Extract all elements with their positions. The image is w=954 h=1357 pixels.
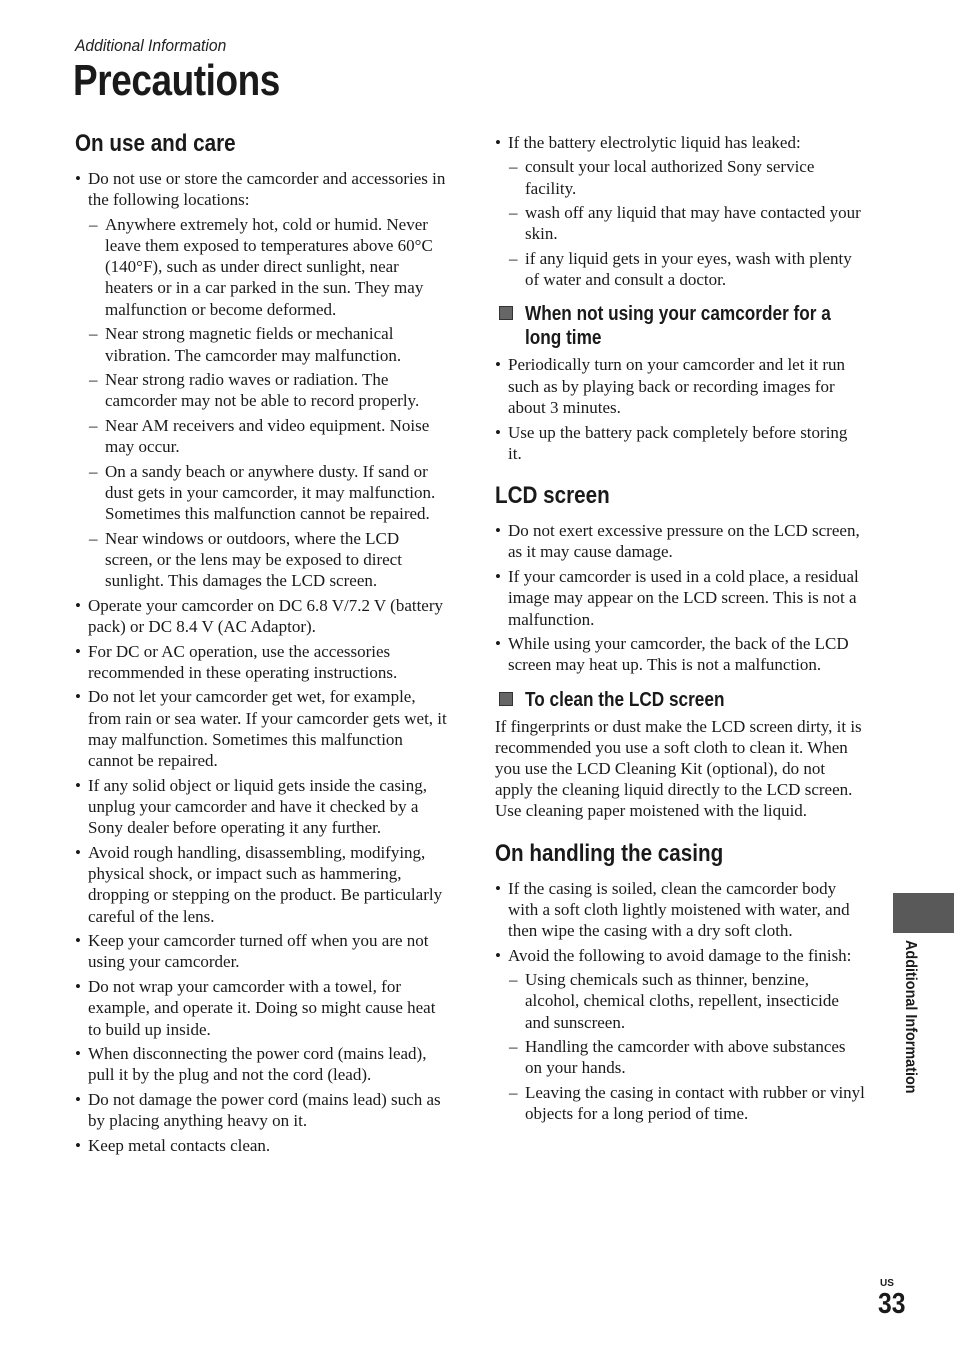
list-item: • Do not let your camcorder get wet, for example, from rain or sea water. If your camcorder gets wet, it may malfunction. Sometimes this malfunction cannot be repaired.	[75, 686, 447, 771]
casing-sublist	[508, 969, 865, 1124]
square-bullet-icon	[499, 692, 513, 706]
list-item: • Keep your camcorder turned off when you are not using your camcorder.	[75, 930, 447, 973]
side-tab-text: Additional Information	[902, 940, 919, 1094]
sublist-item: – wash off any liquid that may have contacted your skin.	[508, 202, 865, 245]
list-item: • Operate your camcorder on DC 6.8 V/7.2 V (battery pack) or DC 8.4 V (AC Adaptor).	[75, 595, 447, 638]
square-bullet-icon	[499, 306, 513, 320]
sublist-item: – if any liquid gets in your eyes, wash with plenty of water and consult a doctor.	[508, 248, 865, 291]
list-item: • Do not exert excessive pressure on the LCD screen, as it may cause damage.	[495, 520, 865, 563]
list-item: • Use up the battery pack completely before storing it.	[495, 422, 865, 465]
battery-sublist	[508, 156, 865, 290]
sublist-item: – Near strong magnetic fields or mechanical vibration. The camcorder may malfunction.	[88, 323, 447, 366]
list-item: • If your camcorder is used in a cold place, a residual image may appear on the LCD screen. This is not a malfunction.	[495, 566, 865, 630]
list-item	[495, 945, 865, 1125]
side-tab-marker	[893, 893, 954, 933]
side-tab-label	[897, 940, 921, 1140]
list-item: • If the casing is soiled, clean the camcorder body with a soft cloth lightly moistened with water, and then wipe the casing with a dry soft cloth.	[495, 878, 865, 942]
sublist-item: – Leaving the casing in contact with rubber or vinyl objects for a long period of time.	[508, 1082, 865, 1125]
list-item-text: Do not use or store the camcorder and accessories in the following locations:	[88, 169, 446, 210]
battery-list	[495, 132, 865, 290]
sublist-item: – Handling the camcorder with above substances on your hands.	[508, 1036, 865, 1079]
page-title: Precautions	[73, 56, 280, 105]
list-item: • When disconnecting the power cord (mains lead), pull it by the plug and not the cord (lead).	[75, 1043, 447, 1086]
heading-lcd-screen: LCD screen	[495, 482, 610, 510]
sublist-item: – Near windows or outdoors, where the LCD screen, or the lens may be exposed to direct sunlight. This damages the LCD screen.	[88, 528, 447, 592]
heading-use-and-care: On use and care	[75, 130, 236, 157]
section-label: Additional Information	[75, 36, 227, 55]
list-item: • For DC or AC operation, use the accessories recommended in these operating instructions.	[75, 641, 447, 684]
heading-text: To clean the LCD screen	[525, 688, 725, 711]
list-item	[75, 168, 447, 592]
list-item: • Avoid rough handling, disassembling, modifying, physical shock, or impact such as hammering, dropping or stepping on the product. Be particularly careful of the lens.	[75, 842, 447, 927]
list-item: • Do not wrap your camcorder with a towel, for example, and operate it. Doing so might cause heat to build up inside.	[75, 976, 447, 1040]
sublist-item: – Near strong radio waves or radiation. The camcorder may not be able to record properly.	[88, 369, 447, 412]
page-number: 33	[878, 1288, 906, 1320]
region-label: US	[880, 1278, 894, 1289]
list-item-text: If the battery electrolytic liquid has leaked:	[508, 133, 801, 152]
sublist-item: – Near AM receivers and video equipment. Noise may occur.	[88, 415, 447, 458]
lcd-list	[495, 520, 865, 675]
list-item: • Keep metal contacts clean.	[75, 1135, 447, 1156]
heading-casing: On handling the casing	[495, 839, 724, 867]
clean-paragraph: If fingerprints or dust make the LCD screen dirty, it is recommended you use a soft cloth to clean it. When you use the LCD Cleaning Kit (optional), do not apply the cleaning liquid directly to the LCD screen. Use cleaning paper moistened with the liquid.	[495, 716, 862, 821]
heading-clean-lcd	[495, 688, 865, 712]
list-item: • If any solid object or liquid gets inside the casing, unplug your camcorder and have it checked by a Sony dealer before operating it any further.	[75, 775, 447, 839]
list-item: • While using your camcorder, the back of the LCD screen may heat up. This is not a malfunction.	[495, 633, 865, 676]
right-column	[495, 132, 865, 1128]
list-item: • Do not damage the power cord (mains lead) such as by placing anything heavy on it.	[75, 1089, 447, 1132]
locations-sublist	[88, 214, 447, 592]
heading-line: When not using your camcorder for a	[525, 303, 831, 326]
list-item: • Periodically turn on your camcorder and let it run such as by playing back or recording images for about 3 minutes.	[495, 354, 865, 418]
heading-line: long time	[525, 327, 602, 350]
list-item-text: Avoid the following to avoid damage to the finish:	[508, 945, 852, 965]
sublist-item: – Using chemicals such as thinner, benzine, alcohol, chemical cloths, repellent, insecticide and sunscreen.	[508, 969, 865, 1033]
heading-not-using	[495, 302, 865, 350]
sublist-item: – On a sandy beach or anywhere dusty. If sand or dust gets in your camcorder, it may malfunction. Sometimes this malfunction cannot be repaired.	[88, 461, 447, 525]
sublist-item: – consult your local authorized Sony service facility.	[508, 156, 865, 199]
use-and-care-list	[75, 168, 447, 1156]
list-item	[495, 132, 865, 290]
not-using-list	[495, 354, 865, 464]
casing-list	[495, 878, 865, 1125]
left-column	[75, 130, 447, 1159]
sublist-item: – Anywhere extremely hot, cold or humid. Never leave them exposed to temperatures above 60°C (140°F), such as under direct sunlight, near heaters or in a car parked in the sun. They may malfunction or become deformed.	[88, 214, 447, 320]
